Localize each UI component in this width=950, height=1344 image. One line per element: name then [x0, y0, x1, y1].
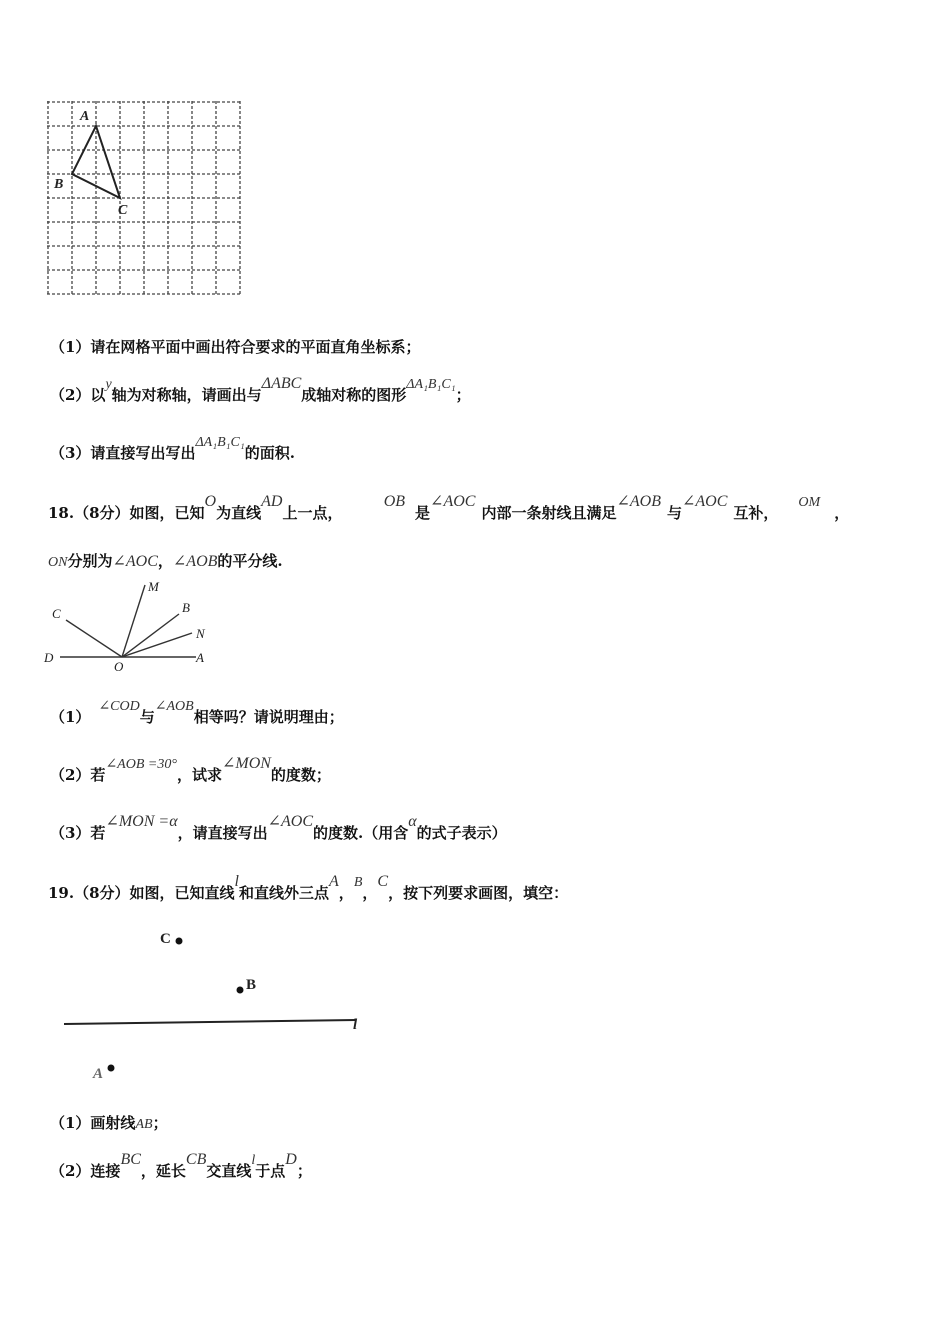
fig18-label-a: A [196, 650, 204, 665]
fig19-label-a: A [93, 1066, 104, 1082]
fig18-label-m: M [148, 579, 159, 594]
q18-line1: 18.（8分）如图，已知O为直线AD上一点， OB是∠AOC内部一条射线且满足∠AOB与∠AOC互补，OM， [48, 493, 850, 522]
grid-label-a: A [80, 109, 90, 124]
q18-line2: ON分别为∠AOC，∠AOB的平分线. [48, 552, 283, 570]
grid-label-c: C [118, 203, 128, 218]
grid-figure [46, 100, 246, 300]
fig18-label-c: C [52, 606, 61, 621]
q17-part2: （2）以y轴为对称轴，请画出与ΔABC成轴对称的图形ΔA₁B₁C₁； [50, 375, 471, 404]
fig18-label-b: B [182, 600, 190, 615]
q18-part2: （2）若∠AOB =30°，试求∠MON的度数； [50, 755, 331, 784]
fig19-label-l: l [353, 1017, 358, 1033]
fig18-label-d: D [44, 650, 54, 665]
q18-part1: （1）∠COD与∠AOB相等吗？请说明理由； [50, 699, 344, 726]
q17-part3: （3）请直接写出写出ΔA₁B₁C₁的面积. [50, 435, 295, 462]
q19-part2: （2）连接BC，延长CB交直线l于点D； [50, 1151, 312, 1180]
fig19-label-b: B [246, 977, 257, 993]
angle-figure [44, 578, 224, 678]
q17-part1: （1）请在网格平面中画出符合要求的平面直角坐标系； [50, 338, 421, 356]
line-points-figure [60, 925, 370, 1085]
grid-label-b: B [54, 177, 64, 192]
fig18-label-o: O [114, 659, 124, 674]
q18-part3: （3）若∠MON =α，请直接写出∠AOC的度数.（用含α的式子表示） [50, 813, 507, 842]
q19-part1: （1）画射线AB； [50, 1114, 168, 1132]
fig19-label-c: C [160, 931, 171, 947]
q19-line1: 19.（8分）如图，已知直线l和直线外三点A，B，C，按下列要求画图，填空： [48, 873, 569, 902]
fig18-label-n: N [196, 626, 205, 641]
